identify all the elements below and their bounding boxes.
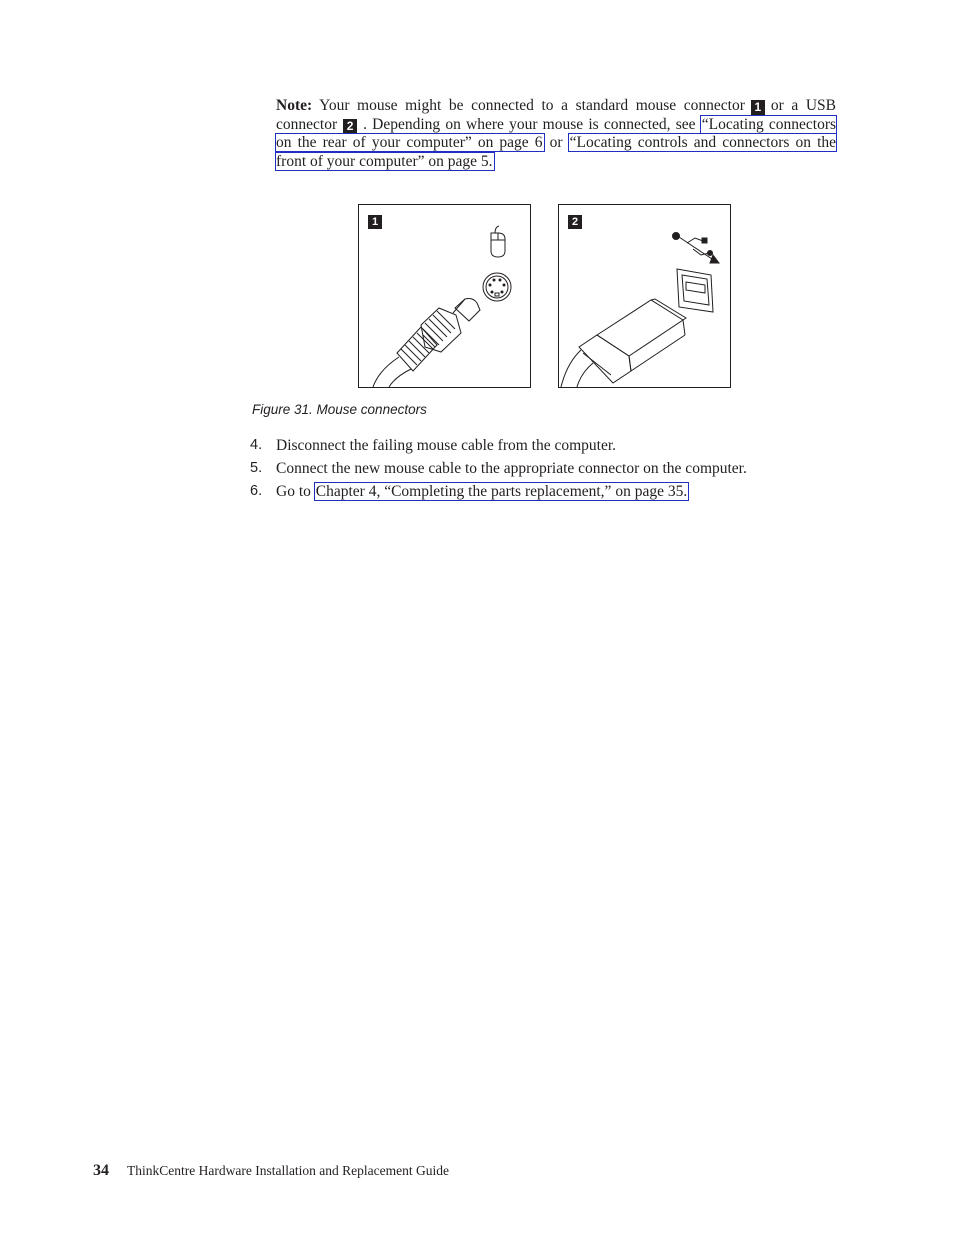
step-list: [250, 434, 850, 503]
step-text: [276, 480, 688, 503]
figure-panel-ps2: [358, 204, 531, 388]
ps2-connector-illustration: [359, 205, 530, 387]
usb-icon: [673, 233, 720, 264]
step-prefix: Go to: [276, 483, 311, 500]
usb-connector-illustration: [559, 205, 730, 387]
figure-panel-usb: [558, 204, 731, 388]
note-text-3: . Depending on where your mouse is connected, see: [363, 115, 696, 133]
figure-tag-1: 1: [368, 215, 382, 229]
note-text-1: Your mouse might be connected to a standard mouse connector: [319, 97, 745, 114]
ps2-port: [483, 273, 511, 301]
step-item: [250, 434, 850, 457]
step-text: Connect the new mouse cable to the appropriate connector on the computer.: [276, 460, 747, 477]
mouse-icon: [491, 226, 505, 257]
page-number: 34: [93, 1162, 109, 1179]
usb-port: [677, 269, 713, 312]
step-text: Disconnect the failing mouse cable from the computer.: [276, 437, 617, 454]
step-number: 5.: [250, 460, 263, 476]
callout-1: 1: [751, 100, 765, 115]
link-front-connectors[interactable]: “Locating controls and connectors on the front of your computer” on page 5.: [276, 134, 837, 171]
document-title: ThinkCentre Hardware Installation and Replacement Guide: [127, 1163, 450, 1178]
figure-caption: Figure 31. Mouse connectors: [252, 402, 427, 417]
page-footer: [93, 1162, 449, 1180]
link-chapter-4[interactable]: Chapter 4, “Completing the parts replacement,” on page 35.: [315, 483, 688, 500]
step-item: [250, 457, 850, 480]
link-rear-connectors[interactable]: “Locating connectors on the rear of your computer” on page 6: [276, 115, 837, 152]
note-label: Note:: [276, 97, 313, 114]
note-text-4: or: [549, 134, 563, 152]
step-number: 4.: [250, 437, 263, 453]
note-paragraph: [276, 97, 836, 172]
callout-2: 2: [343, 119, 357, 134]
step-item: [250, 480, 850, 503]
step-number: 6.: [250, 483, 263, 499]
figure-tag-2: 2: [568, 215, 582, 229]
note-text-2: or a USB connector: [276, 97, 836, 133]
